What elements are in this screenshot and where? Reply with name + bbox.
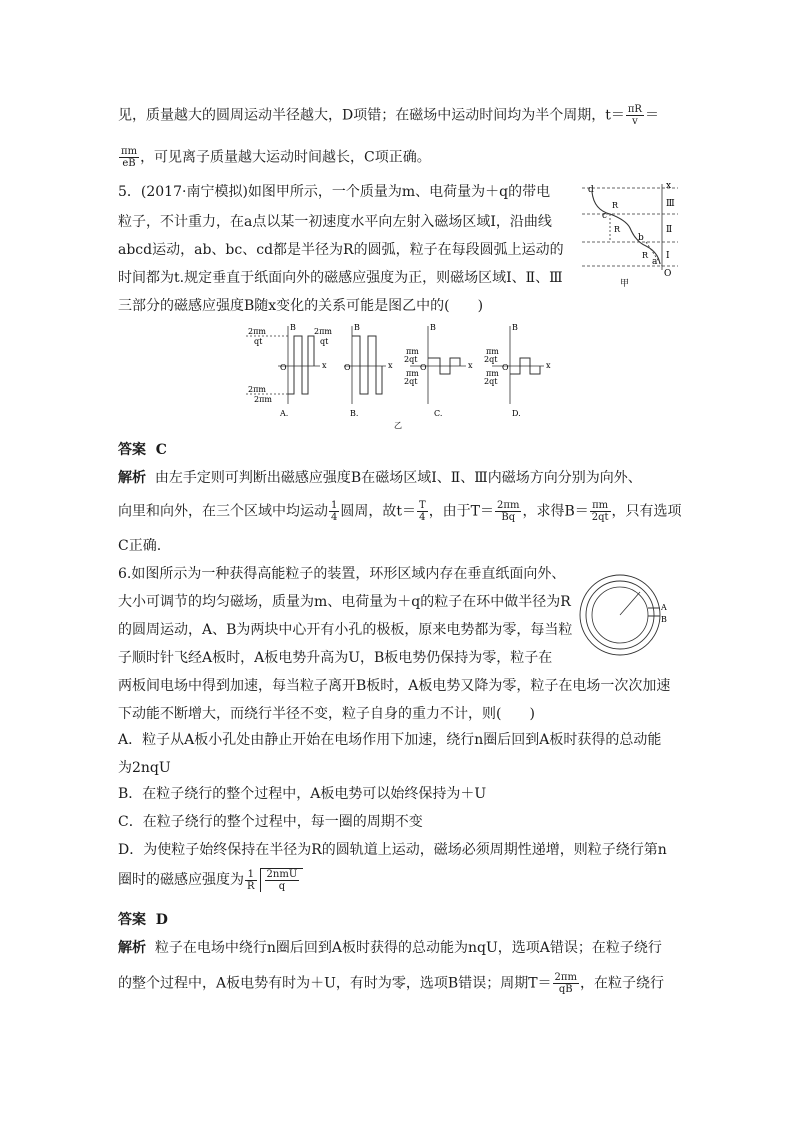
text: 粒子在电场中绕行n圈后回到A板时获得的总动能为nqU，选项A错误；在粒子绕行 — [154, 940, 662, 956]
numerator: πR — [627, 104, 642, 115]
q6-line-6: 下动能不断增大，而绕行半径不变，粒子自身的重力不计，则( ) — [118, 706, 535, 722]
numerator: T — [419, 500, 426, 511]
answer-value: D — [155, 912, 168, 928]
exp-label: 解析 — [118, 470, 146, 486]
answer-label: 答案 — [118, 442, 146, 458]
graph-b-o: O — [344, 363, 351, 372]
fraction — [495, 500, 521, 523]
denominator: qB — [558, 984, 573, 995]
text: ，可见离子质量越大运动时间越长，C项正确。 — [140, 149, 431, 166]
q6-line-4: 子顺时针飞经A板时，A板电势升高为U，B板电势仍保持为零，粒子在 — [118, 650, 553, 666]
graph-d-b: B — [512, 323, 518, 332]
text: ＝ — [644, 107, 659, 124]
numerator: 2πm — [554, 972, 577, 983]
denominator: eB — [122, 158, 136, 169]
text: 见，质量越大的圆周运动半径越大，D项错；在磁场中运动时间均为半个周期，t＝ — [118, 107, 625, 124]
denominator: 4 — [331, 512, 338, 523]
text: ，求得B＝ — [522, 503, 589, 520]
continuation-line-2 — [118, 146, 431, 169]
plate-a-label: A — [661, 603, 667, 612]
label-x: x — [666, 181, 672, 191]
figure-caption: 乙 — [394, 421, 402, 430]
text: ，在粒子绕行 — [579, 975, 664, 992]
graph-c-top-num: πm — [406, 347, 419, 356]
graph-b-x: x — [388, 361, 393, 370]
label-r-3: R — [642, 251, 649, 260]
graph-a-bot-num: 2πm — [248, 385, 266, 394]
q6-option-d-2 — [118, 868, 303, 892]
fraction — [265, 869, 300, 892]
figure-yi — [242, 322, 554, 430]
q6-answer — [118, 910, 168, 930]
figure-ring — [572, 570, 672, 660]
text: ，由于T＝ — [428, 503, 495, 520]
q6-line-5: 两板间电场中得到加速，每当粒子离开B板时，A板电势又降为零，粒子在电场一次次加速 — [118, 678, 671, 694]
exp-label: 解析 — [118, 940, 146, 956]
q6-option-a-2: 为2nqU — [118, 760, 171, 776]
fraction — [417, 500, 428, 523]
graph-d-top-num: πm — [486, 347, 499, 356]
label-r-2: R — [614, 225, 621, 234]
q5-exp-line-2 — [118, 500, 682, 523]
q6-exp-line-2 — [118, 972, 664, 995]
graph-d-o: O — [502, 363, 509, 372]
graph-c-bot-den: 2qt — [404, 377, 418, 386]
answer-value: C — [155, 442, 167, 458]
denominator: Bq — [501, 512, 516, 523]
label-o: O — [664, 269, 672, 279]
graph-b-label: B. — [350, 409, 359, 418]
sqrt — [260, 868, 304, 892]
q5-answer — [118, 440, 167, 460]
label-d: d — [588, 185, 594, 195]
label-r-1: R — [612, 201, 619, 210]
q5-line-4: 时间都为t.规定垂直于纸面向外的磁感应强度为正，则磁场区域Ⅰ、Ⅱ、Ⅲ — [118, 270, 563, 286]
answer-label: 答案 — [118, 912, 146, 928]
fraction — [553, 972, 579, 995]
q6-line-1: 6.如图所示为一种获得高能粒子的装置，环形区域内存在垂直纸面向外、 — [118, 566, 566, 582]
text: 由左手定则可判断出磁感应强度B在磁场区域Ⅰ、Ⅱ、Ⅲ内磁场方向分别为向外、 — [154, 470, 642, 486]
graph-a-bot-den: 2πm — [254, 395, 272, 404]
graph-a-top-num: 2πm — [248, 327, 266, 336]
graph-c-top-den: 2qt — [404, 355, 418, 364]
q5-line-2: 粒子，不计重力，在a点以某一初速度水平向左射入磁场区域Ⅰ，沿曲线 — [118, 214, 552, 230]
q5-exp-line-3: C正确. — [118, 538, 162, 554]
label-b: b — [638, 233, 644, 243]
graph-a-b: B — [290, 323, 296, 332]
label-c: c — [602, 211, 608, 221]
graph-b-top-den: qt — [320, 337, 329, 346]
q5-line-3: abcd运动，ab、bc、cd都是半径为R的圆弧，粒子在每段圆弧上运动的 — [118, 242, 564, 258]
text: 圆周，故t＝ — [340, 503, 417, 520]
graph-c-x: x — [468, 361, 473, 370]
numerator: 2πm — [497, 500, 520, 511]
q6-exp-line-1 — [118, 938, 662, 958]
denominator: 2qt — [591, 512, 609, 523]
graph-a-top-den: qt — [254, 337, 263, 346]
graph-d-bot-num: πm — [486, 369, 499, 378]
graph-d-x: x — [546, 361, 551, 370]
q6-option-d-1: D．为使粒子始终保持在半径为R的圆轨道上运动，磁场必须周期性递增，则粒子绕行第n — [118, 842, 667, 858]
numerator: πm — [121, 146, 138, 157]
figure-jia — [580, 180, 680, 290]
fraction — [329, 500, 339, 523]
denominator: q — [278, 881, 286, 892]
graph-b-top-num: 2πm — [314, 327, 332, 336]
denominator: v — [632, 116, 638, 127]
graph-a-x: x — [322, 361, 327, 370]
text: 向里和向外，在三个区域中均运动 — [118, 503, 328, 520]
region-1-label: Ⅰ — [666, 251, 670, 261]
fraction — [590, 500, 611, 523]
fraction — [119, 146, 139, 169]
graph-b-b: B — [354, 323, 360, 332]
q6-line-2: 大小可调节的均匀磁场，质量为m、电荷量为＋q的粒子在环中做半径为R — [118, 594, 571, 610]
text: 圈时的磁感应强度为 — [118, 872, 244, 888]
numerator: 1 — [245, 869, 257, 881]
numerator: πm — [590, 500, 611, 512]
continuation-line-1 — [118, 104, 659, 127]
graph-d-label: D. — [512, 409, 521, 418]
region-3-label: Ⅲ — [666, 199, 675, 209]
graph-c-b: B — [430, 323, 436, 332]
denominator: 4 — [419, 512, 426, 523]
label-a: a — [652, 257, 658, 267]
plate-b-label: B — [661, 615, 667, 624]
text: 的整个过程中，A板电势有时为＋U，有时为零，选项B错误；周期T＝ — [118, 975, 552, 992]
q6-line-3: 的圆周运动，A、B为两块中心开有小孔的极板，原来电势都为零，每当粒 — [118, 622, 573, 638]
graph-a-o: O — [280, 363, 287, 372]
graph-d-bot-den: 2qt — [484, 377, 498, 386]
q6-option-b: B．在粒子绕行的整个过程中，A板电势可以始终保持为＋U — [118, 786, 487, 802]
graph-c-bot-num: πm — [406, 369, 419, 378]
numerator: 1 — [331, 500, 338, 511]
fraction — [245, 869, 257, 892]
fraction — [626, 104, 644, 127]
numerator: 2nmU — [266, 869, 298, 880]
graph-c-label: C. — [434, 409, 443, 418]
q6-option-a-1: A．粒子从A板小孔处由静止开始在电场作用下加速，绕行n圈后回到A板时获得的总动能 — [118, 732, 662, 748]
figure-caption: 甲 — [620, 279, 630, 289]
q6-option-c: C．在粒子绕行的整个过程中，每一圈的周期不变 — [118, 814, 423, 830]
text: ，只有选项 — [611, 503, 682, 520]
q5-line-5: 三部分的磁感应强度B随x变化的关系可能是图乙中的( ) — [118, 298, 484, 314]
denominator: R — [247, 880, 255, 892]
region-2-label: Ⅱ — [666, 225, 673, 235]
q5-line-1: 5．(2017·南宁模拟)如图甲所示，一个质量为m、电荷量为＋q的带电 — [118, 184, 551, 200]
graph-c-o: O — [420, 363, 427, 372]
graph-d-top-den: 2qt — [484, 355, 498, 364]
q5-exp-line-1 — [118, 468, 642, 488]
graph-a-label: A. — [280, 409, 289, 418]
